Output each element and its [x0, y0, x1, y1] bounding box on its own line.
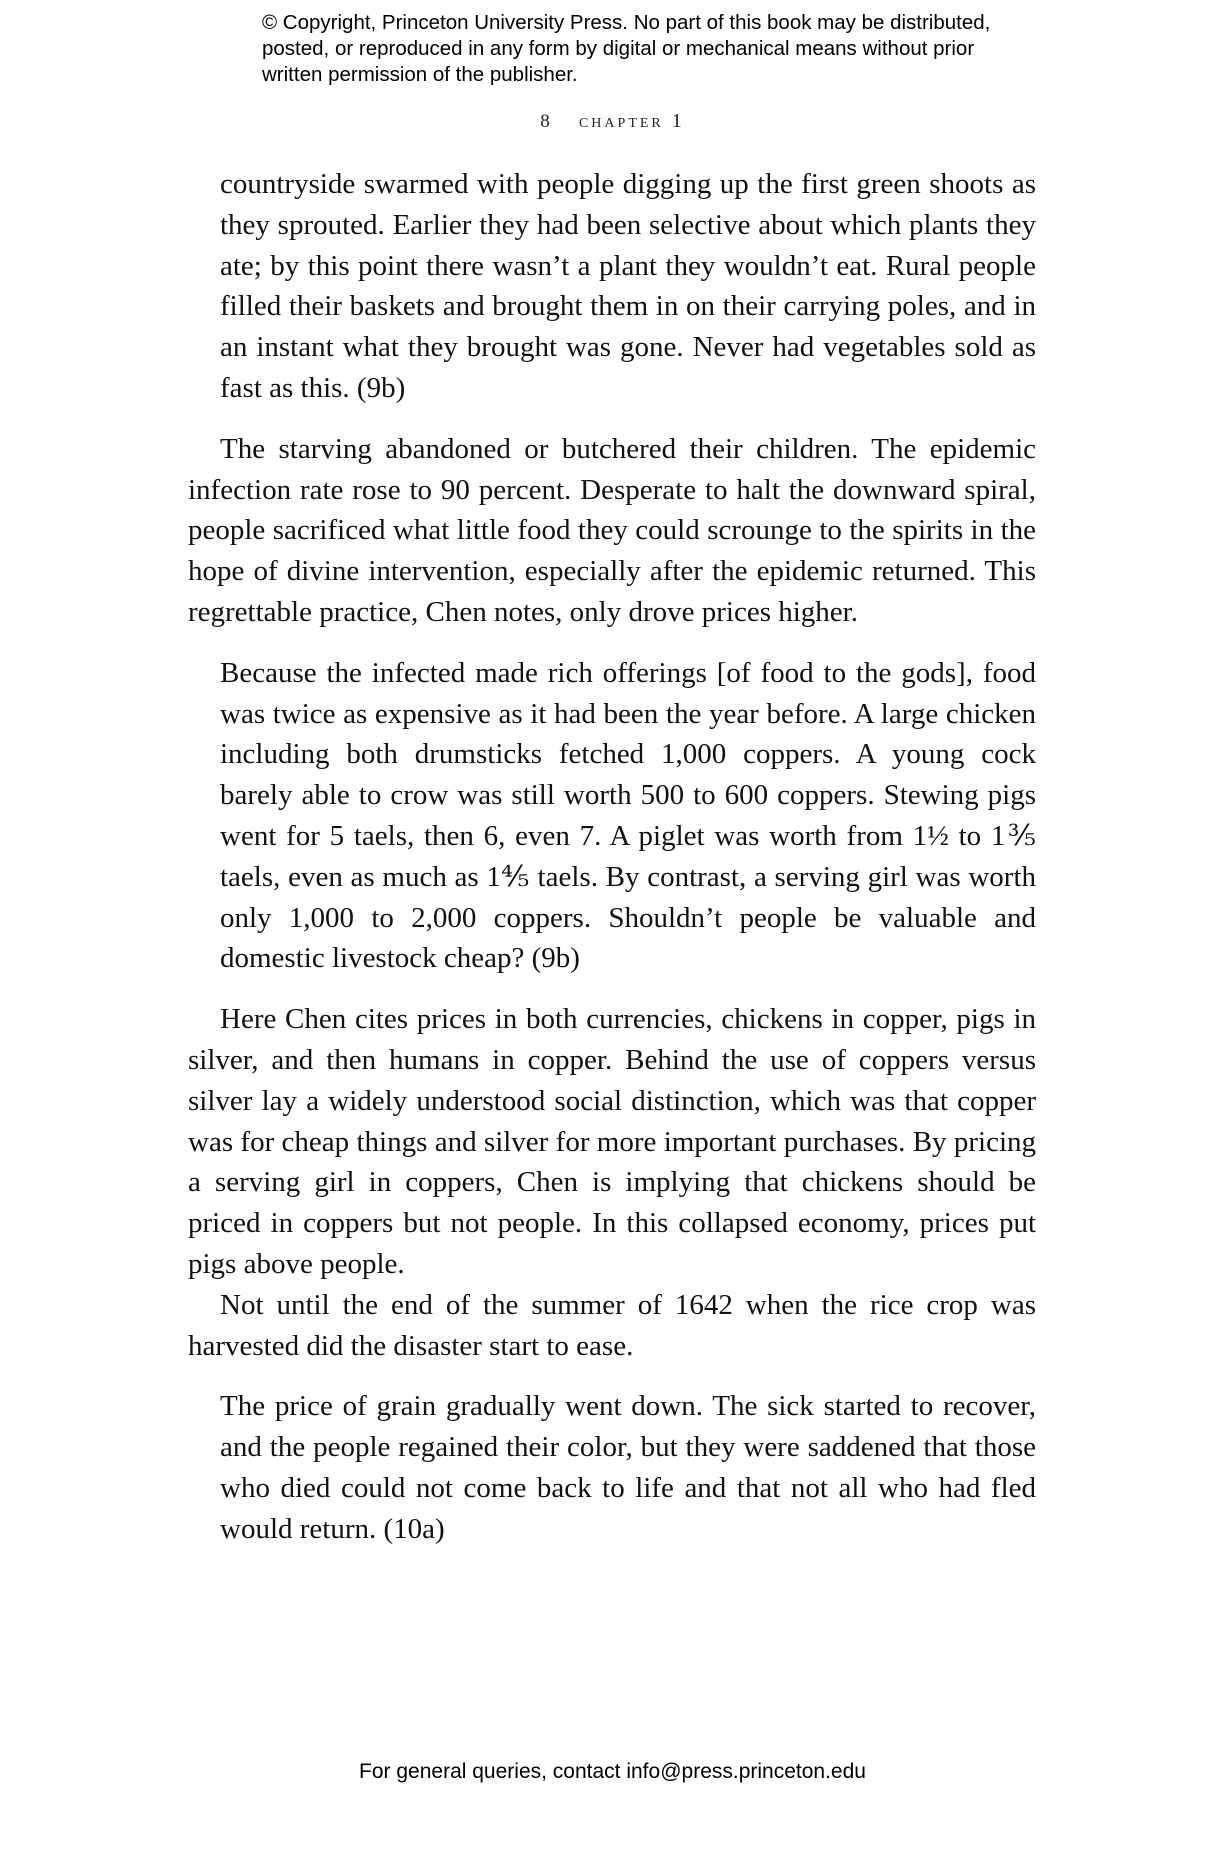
copyright-notice: © Copyright, Princeton University Press. No part of this book may be distributed, posted, or reproduced in any form by digital or mechanical means without prior written permission of the publisher. [262, 11, 991, 86]
running-head [0, 110, 1225, 133]
block-quote: countryside swarmed with people digging up the first green shoots as they sprouted. Earlier they had been selective about which plants they ate; by this point there wasn’t a plant they wouldn’t eat. Rural people filled their baskets and brought them in on their carrying poles, and in an instant what they brought was gone. Never had vegetables sold as fast as this. (9b) [220, 168, 1036, 404]
block-quote: The price of grain gradually went down. The sick started to recover, and the people regained their color, but they were saddened that those who died could not come back to life and that not all who had fled would return. (10a) [220, 1390, 1036, 1545]
body-paragraph: Not until the end of the summer of 1642 when the rice crop was harvested did the disaster start to ease. [188, 1288, 1036, 1362]
footer-contact: For general queries, contact info@press.princeton.edu [359, 1760, 866, 1783]
chapter-label: chapter 1 [578, 110, 685, 132]
body-paragraph: The starving abandoned or butchered their children. The epidemic infection rate rose to 90 percent. Desperate to halt the downward spiral, people sacrificed what little food they could scrounge to the spirits in the hope of divine intervention, especially after the epidemic returned. This regrettable practice, Chen notes, only drove prices higher. [188, 432, 1036, 628]
page-number: 8 [540, 111, 550, 132]
page-body [188, 164, 1036, 1570]
block-quote: Because the infected made rich offerings [of food to the gods], food was twice as expensive as it had been the year before. A large chicken including both drumsticks fetched 1,000 coppers. A young cock barely able to crow was still worth 500 to 600 coppers. Stewing pigs went for 5 taels, then 6, even 7. A piglet was worth from 1½ to 1⅗ taels, even as much as 1⅘ taels. By contrast, a serving girl was worth only 1,000 to 2,000 coppers. Shouldn’t people be valuable and domestic livestock cheap? (9b) [220, 656, 1036, 975]
body-paragraph: Here Chen cites prices in both currencies, chickens in copper, pigs in silver, and then humans in copper. Behind the use of coppers versus silver lay a widely understood social distinction, which was that copper was for cheap things and silver for more important purchases. By pricing a serving girl in coppers, Chen is implying that chickens should be priced in coppers but not people. In this collapsed economy, prices put pigs above people. [188, 1003, 1036, 1280]
